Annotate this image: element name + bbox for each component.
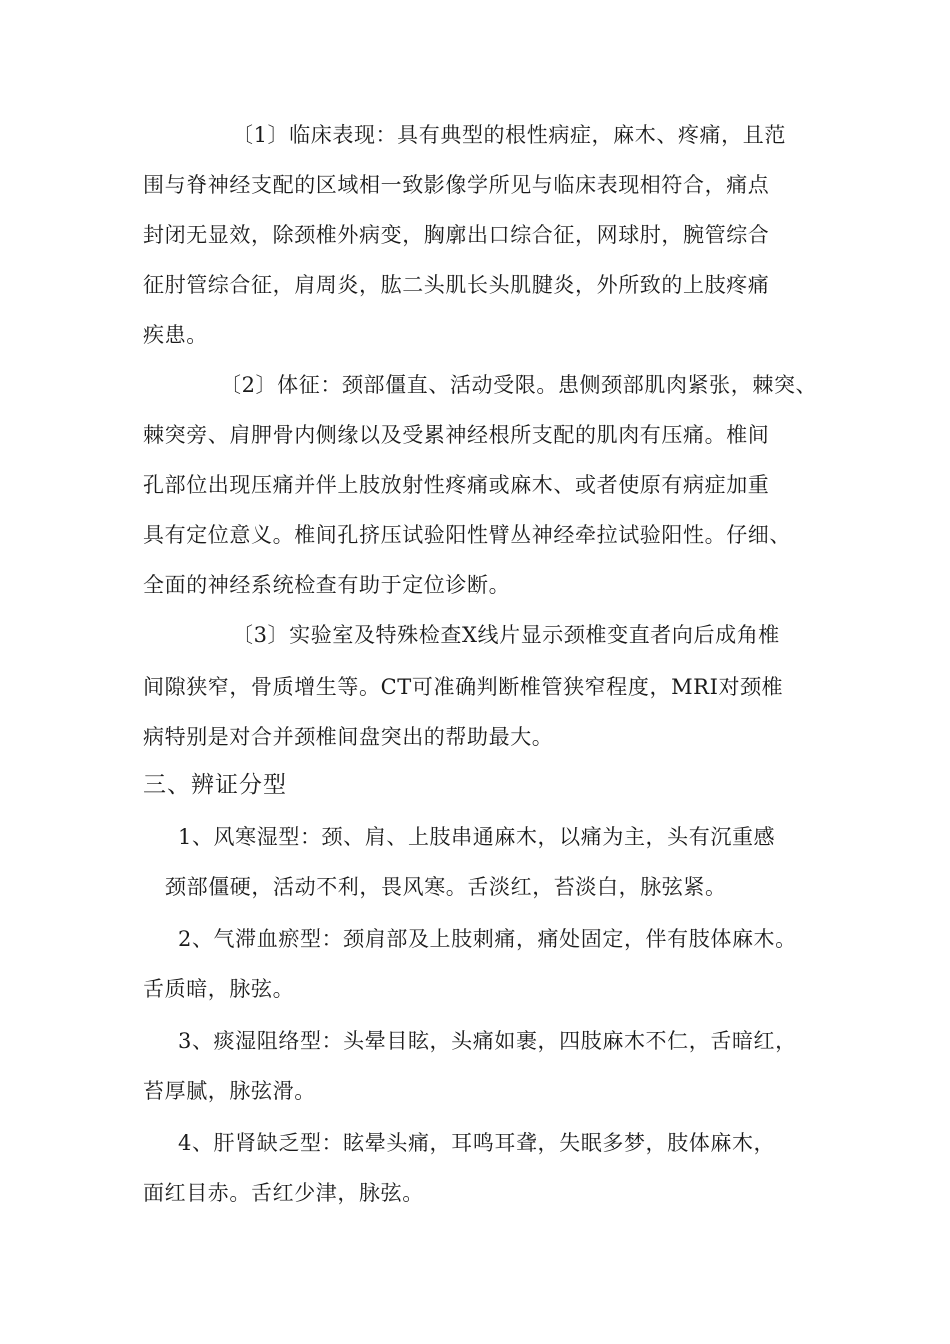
text-line: 征肘管综合征，肩周炎，肱二头肌长头肌腱炎，外所致的上肢疼痛 — [143, 273, 770, 297]
text-line: 3、痰湿阻络型：头晕目眩，头痛如裹，四肢麻木不仁，舌暗红， — [178, 1029, 797, 1053]
text-line: 孔部位出现压痛并伴上肢放射性疼痛或麻木、或者使原有病症加重 — [143, 473, 770, 497]
text-line: 2、气滞血瘀型：颈肩部及上肢刺痛，痛处固定，伴有肢体麻木。 — [178, 927, 797, 951]
text-line: 棘突旁、肩胛骨内侧缘以及受累神经根所支配的肌肉有压痛。椎间 — [143, 423, 770, 447]
text-line: 封闭无显效，除颈椎外病变，胸廓出口综合征，网球肘，腕管综合 — [143, 223, 770, 247]
text-line: 面红目赤。舌红少津，脉弦。 — [143, 1181, 424, 1205]
section-heading: 三、辨证分型 — [143, 772, 287, 798]
text-line: 苔厚腻，脉弦滑。 — [143, 1079, 316, 1103]
text-line: 〔1〕临床表现：具有典型的根性病症，麻木、疼痛，且范 — [232, 123, 786, 147]
text-line: 1、风寒湿型：颈、肩、上肢串通麻木，以痛为主，头有沉重感 — [178, 825, 776, 849]
text-line: 具有定位意义。椎间孔挤压试验阳性臂丛神经牵拉试验阳性。仔细、 — [143, 523, 791, 547]
text-line: 围与脊神经支配的区域相一致影像学所见与临床表现相符合，痛点 — [143, 173, 770, 197]
text-line: 颈部僵硬，活动不利，畏风寒。舌淡红，苔淡白，脉弦紧。 — [165, 875, 727, 899]
text-line: 疾患。 — [143, 323, 208, 347]
text-line: 全面的神经系统检查有助于定位诊断。 — [143, 573, 511, 597]
text-line: 病特别是对合并颈椎间盘突出的帮助最大。 — [143, 725, 554, 749]
text-line: 4、肝肾缺乏型：眩晕头痛，耳鸣耳聋，失眠多梦，肢体麻木， — [178, 1131, 776, 1155]
text-line: 〔3〕实验室及特殊检查X线片显示颈椎变直者向后成角椎 — [232, 623, 780, 647]
text-line: 间隙狭窄，骨质增生等。CT可准确判断椎管狭窄程度，MRI对颈椎 — [143, 675, 784, 699]
text-line: 舌质暗，脉弦。 — [143, 977, 295, 1001]
text-line: 〔2〕体征：颈部僵直、活动受限。患侧颈部肌肉紧张，棘突、 — [220, 373, 818, 397]
